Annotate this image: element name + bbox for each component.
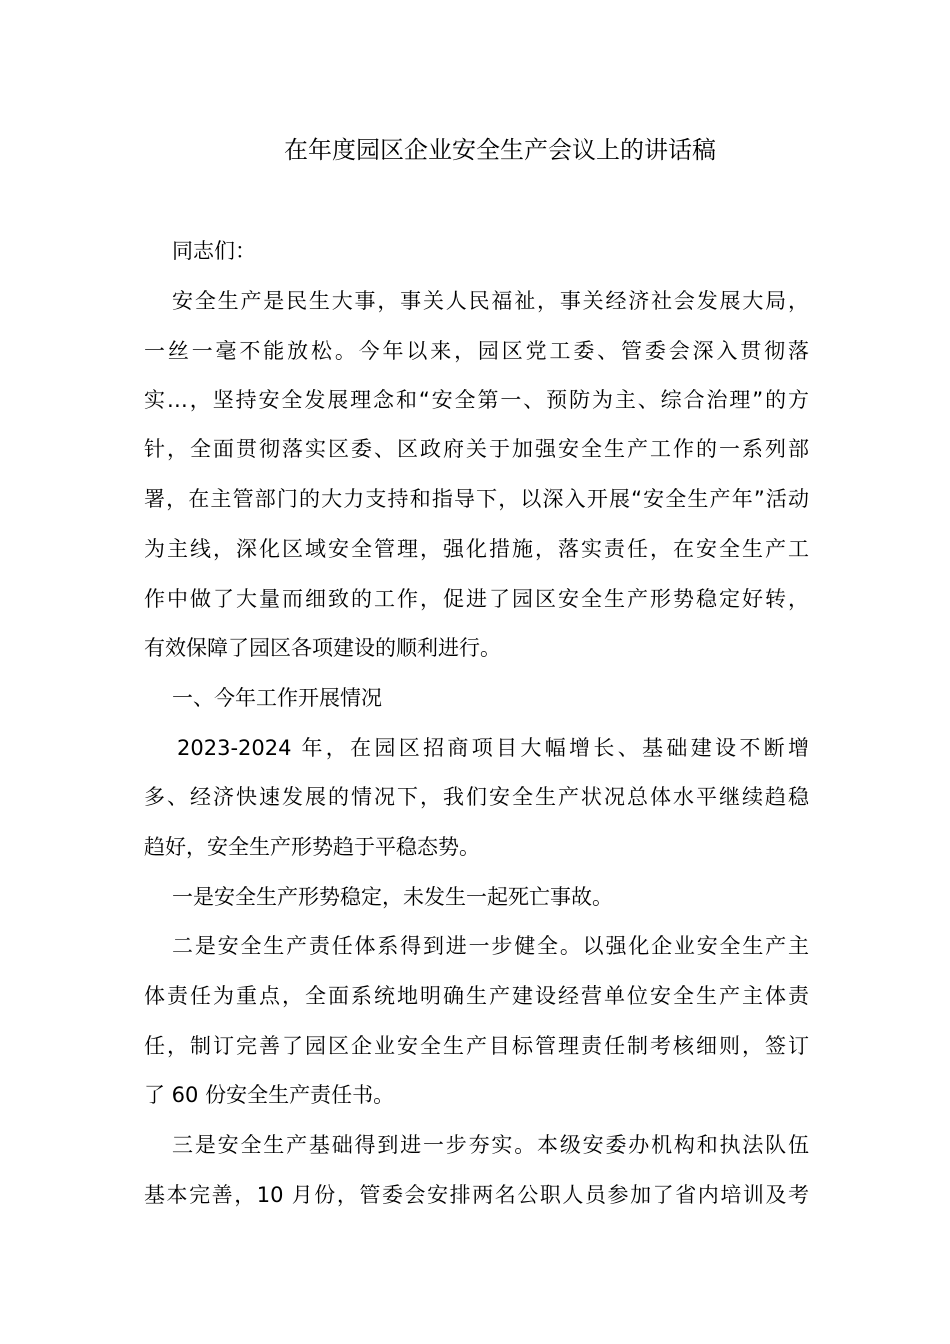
- section-heading: 一、今年工作开展情况: [172, 686, 382, 710]
- paragraph-line: 署，在主管部门的大力支持和指导下，以深入开展“安全生产年”活动: [144, 487, 809, 511]
- paragraph-line: 有效保障了园区各项建设的顺利进行。: [144, 636, 501, 660]
- paragraph-line: 体责任为重点，全面系统地明确生产建设经营单位安全生产主体责: [144, 984, 809, 1008]
- paragraph-line: 多、经济快速发展的情况下，我们安全生产状况总体水平继续趋稳: [144, 785, 809, 809]
- paragraph-line: 了 60 份安全生产责任书。: [144, 1083, 395, 1107]
- paragraph-line: 作中做了大量而细致的工作，促进了园区安全生产形势稳定好转，: [144, 587, 809, 611]
- paragraph-line: 安全生产是民生大事，事关人民福祉，事关经济社会发展大局，: [172, 289, 809, 313]
- paragraph-line: 为主线，深化区域安全管理，强化措施，落实责任，在安全生产工: [144, 537, 809, 561]
- salutation: 同志们：: [172, 239, 256, 263]
- paragraph-line: 基本完善，10 月份，管委会安排两名公职人员参加了省内培训及考: [144, 1183, 809, 1207]
- paragraph-line: 2023-2024 年，在园区招商项目大幅增长、基础建设不断增: [177, 736, 809, 760]
- paragraph-line: 一是安全生产形势稳定，未发生一起死亡事故。: [172, 885, 613, 909]
- paragraph-line: 趋好，安全生产形势趋于平稳态势。: [144, 835, 480, 859]
- paragraph-line: 针，全面贯彻落实区委、区政府关于加强安全生产工作的一系列部: [144, 437, 809, 461]
- paragraph-line: 一丝一毫不能放松。今年以来，园区党工委、管委会深入贯彻落: [144, 339, 809, 363]
- paragraph-line: 任，制订完善了园区企业安全生产目标管理责任制考核细则，签订: [144, 1034, 809, 1058]
- paragraph-line: 三是安全生产基础得到进一步夯实。本级安委办机构和执法队伍: [172, 1133, 809, 1157]
- paragraph-line: 二是安全生产责任体系得到进一步健全。以强化企业安全生产主: [172, 934, 809, 958]
- paragraph-line: 实…，坚持安全发展理念和“安全第一、预防为主、综合治理”的方: [144, 388, 809, 412]
- document-title: 在年度园区企业安全生产会议上的讲话稿: [284, 136, 716, 164]
